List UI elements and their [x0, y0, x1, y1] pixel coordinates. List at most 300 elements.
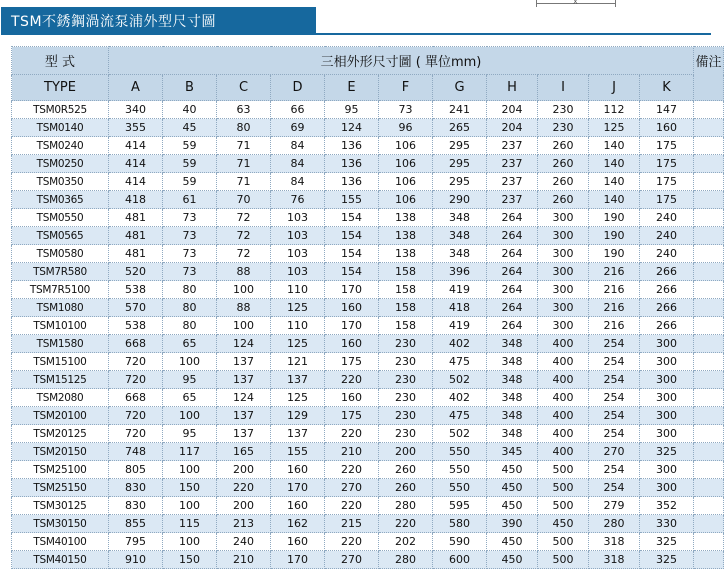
dimension-cell-f: 106 [379, 191, 433, 209]
dimension-cell-e: 95 [325, 101, 379, 119]
dimension-cell-a: 805 [109, 461, 163, 479]
dimension-cell-c: 88 [217, 263, 271, 281]
table-row [12, 227, 724, 245]
type-cell: TSM1580 [12, 335, 109, 353]
dimension-cell-g: 600 [433, 551, 487, 569]
dimension-cell-b: 100 [163, 497, 217, 515]
dimension-cell-k: 266 [640, 263, 694, 281]
dimension-cell-a: 795 [109, 533, 163, 551]
dimension-cell-j: 318 [589, 533, 640, 551]
column-header-e: E [325, 75, 379, 101]
dimension-cell-g: 290 [433, 191, 487, 209]
dimension-cell-e: 270 [325, 551, 379, 569]
dimension-cell-j: 140 [589, 155, 640, 173]
table-row [12, 155, 724, 173]
dimension-cell-b: 100 [163, 353, 217, 371]
dimension-cell-g: 402 [433, 335, 487, 353]
note-cell [694, 443, 724, 461]
dimension-cell-g: 475 [433, 407, 487, 425]
dimension-cell-f: 230 [379, 371, 433, 389]
dimension-cell-c: 137 [217, 371, 271, 389]
dimension-cell-d: 121 [271, 353, 325, 371]
dimension-cell-c: 240 [217, 533, 271, 551]
dimension-cell-i: 450 [538, 515, 589, 533]
dimension-cell-c: 88 [217, 299, 271, 317]
note-cell [694, 515, 724, 533]
dimension-cell-b: 40 [163, 101, 217, 119]
note-cell [694, 227, 724, 245]
dimension-cell-j: 216 [589, 263, 640, 281]
dimension-cell-k: 175 [640, 173, 694, 191]
dimension-cell-c: 137 [217, 353, 271, 371]
dimension-cell-f: 230 [379, 353, 433, 371]
dimension-cell-c: 71 [217, 155, 271, 173]
dimension-cell-i: 260 [538, 155, 589, 173]
page-title-bar [1, 7, 316, 34]
type-cell: TSM40150 [12, 551, 109, 569]
dimension-cell-c: 137 [217, 407, 271, 425]
dimension-cell-d: 103 [271, 245, 325, 263]
table-row [12, 173, 724, 191]
dimension-cell-k: 325 [640, 443, 694, 461]
dimension-cell-g: 396 [433, 263, 487, 281]
dimension-cell-a: 668 [109, 389, 163, 407]
dimension-cell-k: 300 [640, 479, 694, 497]
dimension-cell-d: 155 [271, 443, 325, 461]
column-header-j: J [589, 75, 640, 101]
dimension-cell-i: 300 [538, 299, 589, 317]
dimension-cell-e: 215 [325, 515, 379, 533]
dimension-cell-g: 590 [433, 533, 487, 551]
dimension-cell-e: 154 [325, 209, 379, 227]
dimension-cell-a: 340 [109, 101, 163, 119]
dimension-cell-f: 280 [379, 497, 433, 515]
table-row [12, 479, 724, 497]
type-cell: TSM7R580 [12, 263, 109, 281]
dimension-cell-c: 124 [217, 335, 271, 353]
dimension-cell-c: 100 [217, 317, 271, 335]
dimension-cell-j: 140 [589, 191, 640, 209]
dimension-cell-b: 100 [163, 533, 217, 551]
dimension-cell-g: 265 [433, 119, 487, 137]
dimension-cell-g: 348 [433, 227, 487, 245]
dimension-cell-j: 254 [589, 389, 640, 407]
dimension-cell-d: 137 [271, 371, 325, 389]
dimension-cell-e: 220 [325, 461, 379, 479]
dimension-cell-g: 419 [433, 317, 487, 335]
column-header-b: B [163, 75, 217, 101]
dimension-cell-h: 204 [487, 119, 538, 137]
dimension-cell-c: 213 [217, 515, 271, 533]
dimension-cell-f: 200 [379, 443, 433, 461]
dimension-cell-i: 230 [538, 119, 589, 137]
dimension-cell-e: 160 [325, 335, 379, 353]
dimension-cell-d: 103 [271, 227, 325, 245]
note-cell [694, 281, 724, 299]
dimension-cell-b: 61 [163, 191, 217, 209]
dimension-cell-g: 550 [433, 479, 487, 497]
dimension-table [11, 46, 724, 569]
note-cell [694, 317, 724, 335]
dimension-cell-a: 748 [109, 443, 163, 461]
dimension-cell-k: 240 [640, 227, 694, 245]
dimension-cell-i: 500 [538, 461, 589, 479]
dimension-cell-d: 103 [271, 263, 325, 281]
note-cell [694, 479, 724, 497]
dimension-cell-g: 502 [433, 371, 487, 389]
dimension-cell-h: 345 [487, 443, 538, 461]
dimension-cell-b: 115 [163, 515, 217, 533]
dimension-cell-a: 570 [109, 299, 163, 317]
dimension-cell-k: 300 [640, 371, 694, 389]
type-group-header: 型 式 [12, 47, 109, 75]
dimension-cell-c: 200 [217, 497, 271, 515]
table-row [12, 317, 724, 335]
type-cell: TSM25100 [12, 461, 109, 479]
dimension-tick-right [615, 0, 616, 7]
dimension-cell-h: 237 [487, 191, 538, 209]
dimension-cell-g: 580 [433, 515, 487, 533]
dimension-cell-g: 295 [433, 173, 487, 191]
dimension-cell-i: 300 [538, 281, 589, 299]
dimension-cell-e: 270 [325, 479, 379, 497]
dimension-cell-k: 175 [640, 191, 694, 209]
dimension-cell-e: 175 [325, 407, 379, 425]
dimension-cell-h: 264 [487, 209, 538, 227]
dimension-cell-d: 137 [271, 425, 325, 443]
dimension-cell-f: 280 [379, 551, 433, 569]
dimension-cell-j: 254 [589, 425, 640, 443]
dimension-tick-left [536, 0, 537, 7]
dimension-cell-c: 80 [217, 119, 271, 137]
dimension-cell-f: 106 [379, 173, 433, 191]
dimension-cell-a: 668 [109, 335, 163, 353]
type-cell: TSM1080 [12, 299, 109, 317]
dimension-cell-b: 59 [163, 137, 217, 155]
dimension-cell-k: 240 [640, 245, 694, 263]
dimension-cell-b: 100 [163, 461, 217, 479]
dimension-cell-e: 154 [325, 263, 379, 281]
dimension-cell-b: 117 [163, 443, 217, 461]
dimension-cell-a: 830 [109, 479, 163, 497]
note-cell [694, 137, 724, 155]
dimension-cell-b: 80 [163, 281, 217, 299]
note-cell [694, 263, 724, 281]
dimension-cell-h: 450 [487, 551, 538, 569]
dimension-cell-a: 538 [109, 281, 163, 299]
note-cell [694, 101, 724, 119]
dimension-cell-h: 264 [487, 317, 538, 335]
dimension-cell-i: 400 [538, 407, 589, 425]
dimension-cell-f: 260 [379, 461, 433, 479]
dimension-cell-h: 264 [487, 263, 538, 281]
dimension-cell-a: 830 [109, 497, 163, 515]
dimension-cell-f: 230 [379, 335, 433, 353]
dimension-cell-e: 154 [325, 245, 379, 263]
dimension-cell-b: 73 [163, 209, 217, 227]
type-cell: TSM0365 [12, 191, 109, 209]
note-cell [694, 335, 724, 353]
table-header-row-group [12, 47, 724, 75]
dimension-cell-f: 230 [379, 425, 433, 443]
table-row [12, 389, 724, 407]
note-cell [694, 209, 724, 227]
dimension-cell-i: 300 [538, 245, 589, 263]
dimension-cell-h: 204 [487, 101, 538, 119]
title-underline [1, 33, 711, 35]
dimension-cell-h: 450 [487, 479, 538, 497]
dimension-cell-a: 855 [109, 515, 163, 533]
table-row [12, 335, 724, 353]
table-row [12, 353, 724, 371]
dimension-cell-b: 95 [163, 371, 217, 389]
note-cell [694, 191, 724, 209]
column-header-k: K [640, 75, 694, 101]
dimension-cell-j: 140 [589, 137, 640, 155]
dimension-cell-k: 266 [640, 317, 694, 335]
dimension-cell-b: 45 [163, 119, 217, 137]
table-row [12, 209, 724, 227]
dimension-cell-j: 190 [589, 245, 640, 263]
dimension-cell-e: 220 [325, 371, 379, 389]
dimension-cell-a: 538 [109, 317, 163, 335]
column-header-i: I [538, 75, 589, 101]
dimension-cell-f: 138 [379, 245, 433, 263]
dimension-cell-b: 95 [163, 425, 217, 443]
dimension-cell-a: 414 [109, 173, 163, 191]
dimension-cell-b: 73 [163, 227, 217, 245]
dimension-cell-b: 150 [163, 479, 217, 497]
note-cell [694, 533, 724, 551]
dimension-cell-h: 237 [487, 173, 538, 191]
dimension-cell-e: 154 [325, 227, 379, 245]
dimension-cell-k: 330 [640, 515, 694, 533]
dimension-cell-g: 348 [433, 245, 487, 263]
dimension-cell-g: 475 [433, 353, 487, 371]
dimension-cell-d: 103 [271, 209, 325, 227]
type-cell: TSM30125 [12, 497, 109, 515]
dimension-cell-c: 70 [217, 191, 271, 209]
type-cell: TSM20100 [12, 407, 109, 425]
type-cell: TSM10100 [12, 317, 109, 335]
table-row [12, 407, 724, 425]
dimension-cell-a: 481 [109, 209, 163, 227]
dimension-cell-g: 419 [433, 281, 487, 299]
dimension-cell-k: 325 [640, 533, 694, 551]
table-row [12, 443, 724, 461]
dimension-cell-e: 170 [325, 281, 379, 299]
note-cell [694, 389, 724, 407]
dimension-cell-k: 266 [640, 299, 694, 317]
dimension-cell-e: 136 [325, 137, 379, 155]
dimension-cell-i: 300 [538, 317, 589, 335]
dimension-cell-a: 418 [109, 191, 163, 209]
table-body [12, 101, 724, 569]
dimension-cell-i: 500 [538, 479, 589, 497]
dimension-cell-h: 390 [487, 515, 538, 533]
dimension-cell-j: 216 [589, 299, 640, 317]
dimension-cell-g: 295 [433, 155, 487, 173]
dimension-cell-e: 160 [325, 299, 379, 317]
dimension-cell-d: 160 [271, 497, 325, 515]
dimension-cell-c: 72 [217, 209, 271, 227]
dimension-cell-d: 110 [271, 281, 325, 299]
dimension-cell-i: 260 [538, 173, 589, 191]
dimension-cell-f: 96 [379, 119, 433, 137]
dimension-cell-d: 76 [271, 191, 325, 209]
dimension-cell-a: 355 [109, 119, 163, 137]
table-row [12, 533, 724, 551]
dimension-cell-c: 72 [217, 245, 271, 263]
page-title: TSM不銹鋼渦流泵浦外型尺寸圖 [11, 13, 217, 30]
dimension-cell-j: 216 [589, 281, 640, 299]
dimension-cell-b: 150 [163, 551, 217, 569]
dimension-cell-g: 402 [433, 389, 487, 407]
dimension-cell-e: 210 [325, 443, 379, 461]
dimension-cell-b: 65 [163, 335, 217, 353]
dimension-cell-b: 59 [163, 155, 217, 173]
dimension-cell-j: 125 [589, 119, 640, 137]
column-header-f: F [379, 75, 433, 101]
dimension-cell-j: 279 [589, 497, 640, 515]
dimension-cell-b: 80 [163, 299, 217, 317]
note-cell [694, 407, 724, 425]
note-cell [694, 551, 724, 569]
table-row [12, 497, 724, 515]
dimension-cell-f: 202 [379, 533, 433, 551]
dimension-cell-d: 129 [271, 407, 325, 425]
dimension-cell-h: 348 [487, 371, 538, 389]
dimension-cell-c: 71 [217, 173, 271, 191]
dimension-cell-j: 254 [589, 479, 640, 497]
dimension-cell-k: 147 [640, 101, 694, 119]
table-row [12, 119, 724, 137]
dimension-cell-j: 254 [589, 353, 640, 371]
table-row [12, 245, 724, 263]
dimension-cell-h: 237 [487, 137, 538, 155]
dimension-cell-k: 300 [640, 425, 694, 443]
dimension-cell-h: 450 [487, 497, 538, 515]
dimension-cell-i: 500 [538, 497, 589, 515]
type-column-header: TYPE [12, 75, 109, 101]
dimension-cell-h: 264 [487, 227, 538, 245]
dimension-cell-i: 400 [538, 353, 589, 371]
dimension-cell-h: 264 [487, 299, 538, 317]
table-row [12, 551, 724, 569]
dimension-cell-i: 400 [538, 371, 589, 389]
note-cell [694, 425, 724, 443]
dimension-cell-i: 500 [538, 551, 589, 569]
dimension-cell-h: 450 [487, 461, 538, 479]
note-cell [694, 299, 724, 317]
dimension-cell-d: 125 [271, 299, 325, 317]
dimension-cell-h: 348 [487, 353, 538, 371]
dimension-cell-h: 264 [487, 281, 538, 299]
dimension-cell-i: 230 [538, 101, 589, 119]
note-header: 備注 [694, 47, 724, 101]
dimension-cell-d: 170 [271, 551, 325, 569]
table-row [12, 263, 724, 281]
dimension-cell-b: 100 [163, 407, 217, 425]
dimension-cell-a: 520 [109, 263, 163, 281]
dimension-line-fragment [536, 0, 616, 8]
column-header-a: A [109, 75, 163, 101]
dimension-cell-a: 481 [109, 245, 163, 263]
dimension-cell-a: 720 [109, 353, 163, 371]
dimension-cell-k: 300 [640, 461, 694, 479]
table-row [12, 137, 724, 155]
dimension-label: X [573, 0, 578, 6]
dimension-cell-j: 216 [589, 317, 640, 335]
dimension-cell-j: 270 [589, 443, 640, 461]
dimension-cell-j: 254 [589, 371, 640, 389]
dimension-cell-e: 170 [325, 317, 379, 335]
dimension-cell-f: 106 [379, 137, 433, 155]
table-row [12, 191, 724, 209]
dimension-cell-k: 325 [640, 551, 694, 569]
type-cell: TSM0550 [12, 209, 109, 227]
dimension-cell-c: 124 [217, 389, 271, 407]
type-cell: TSM25150 [12, 479, 109, 497]
dimension-cell-k: 300 [640, 407, 694, 425]
dimension-cell-k: 240 [640, 209, 694, 227]
dimension-cell-d: 162 [271, 515, 325, 533]
dimension-cell-k: 300 [640, 389, 694, 407]
dimension-cell-h: 348 [487, 425, 538, 443]
type-cell: TSM2080 [12, 389, 109, 407]
dimension-cell-j: 140 [589, 173, 640, 191]
type-cell: TSM40100 [12, 533, 109, 551]
dimension-cell-h: 348 [487, 335, 538, 353]
dimension-cell-g: 550 [433, 443, 487, 461]
dimension-cell-e: 155 [325, 191, 379, 209]
dimension-cell-k: 175 [640, 155, 694, 173]
type-cell: TSM30150 [12, 515, 109, 533]
dimension-cell-d: 66 [271, 101, 325, 119]
dimension-cell-a: 720 [109, 425, 163, 443]
dimension-cell-d: 160 [271, 533, 325, 551]
note-cell [694, 245, 724, 263]
dimension-cell-i: 400 [538, 335, 589, 353]
type-cell: TSM0565 [12, 227, 109, 245]
dimension-cell-c: 137 [217, 425, 271, 443]
dimension-cell-i: 260 [538, 137, 589, 155]
note-cell [694, 155, 724, 173]
dimension-cell-c: 165 [217, 443, 271, 461]
dimension-cell-f: 73 [379, 101, 433, 119]
table-row [12, 425, 724, 443]
table-row [12, 299, 724, 317]
dimension-cell-d: 125 [271, 335, 325, 353]
dimension-cell-g: 241 [433, 101, 487, 119]
type-cell: TSM0240 [12, 137, 109, 155]
dimension-cell-a: 910 [109, 551, 163, 569]
column-header-h: H [487, 75, 538, 101]
dimension-cell-f: 230 [379, 407, 433, 425]
table-row [12, 281, 724, 299]
dimension-cell-d: 84 [271, 173, 325, 191]
dimension-cell-d: 160 [271, 461, 325, 479]
note-cell [694, 461, 724, 479]
dimension-cell-c: 200 [217, 461, 271, 479]
dimension-cell-b: 80 [163, 317, 217, 335]
dimension-cell-g: 348 [433, 209, 487, 227]
type-cell: TSM0350 [12, 173, 109, 191]
dimension-cell-c: 210 [217, 551, 271, 569]
note-cell [694, 497, 724, 515]
type-cell: TSM7R5100 [12, 281, 109, 299]
dimension-cell-j: 254 [589, 407, 640, 425]
